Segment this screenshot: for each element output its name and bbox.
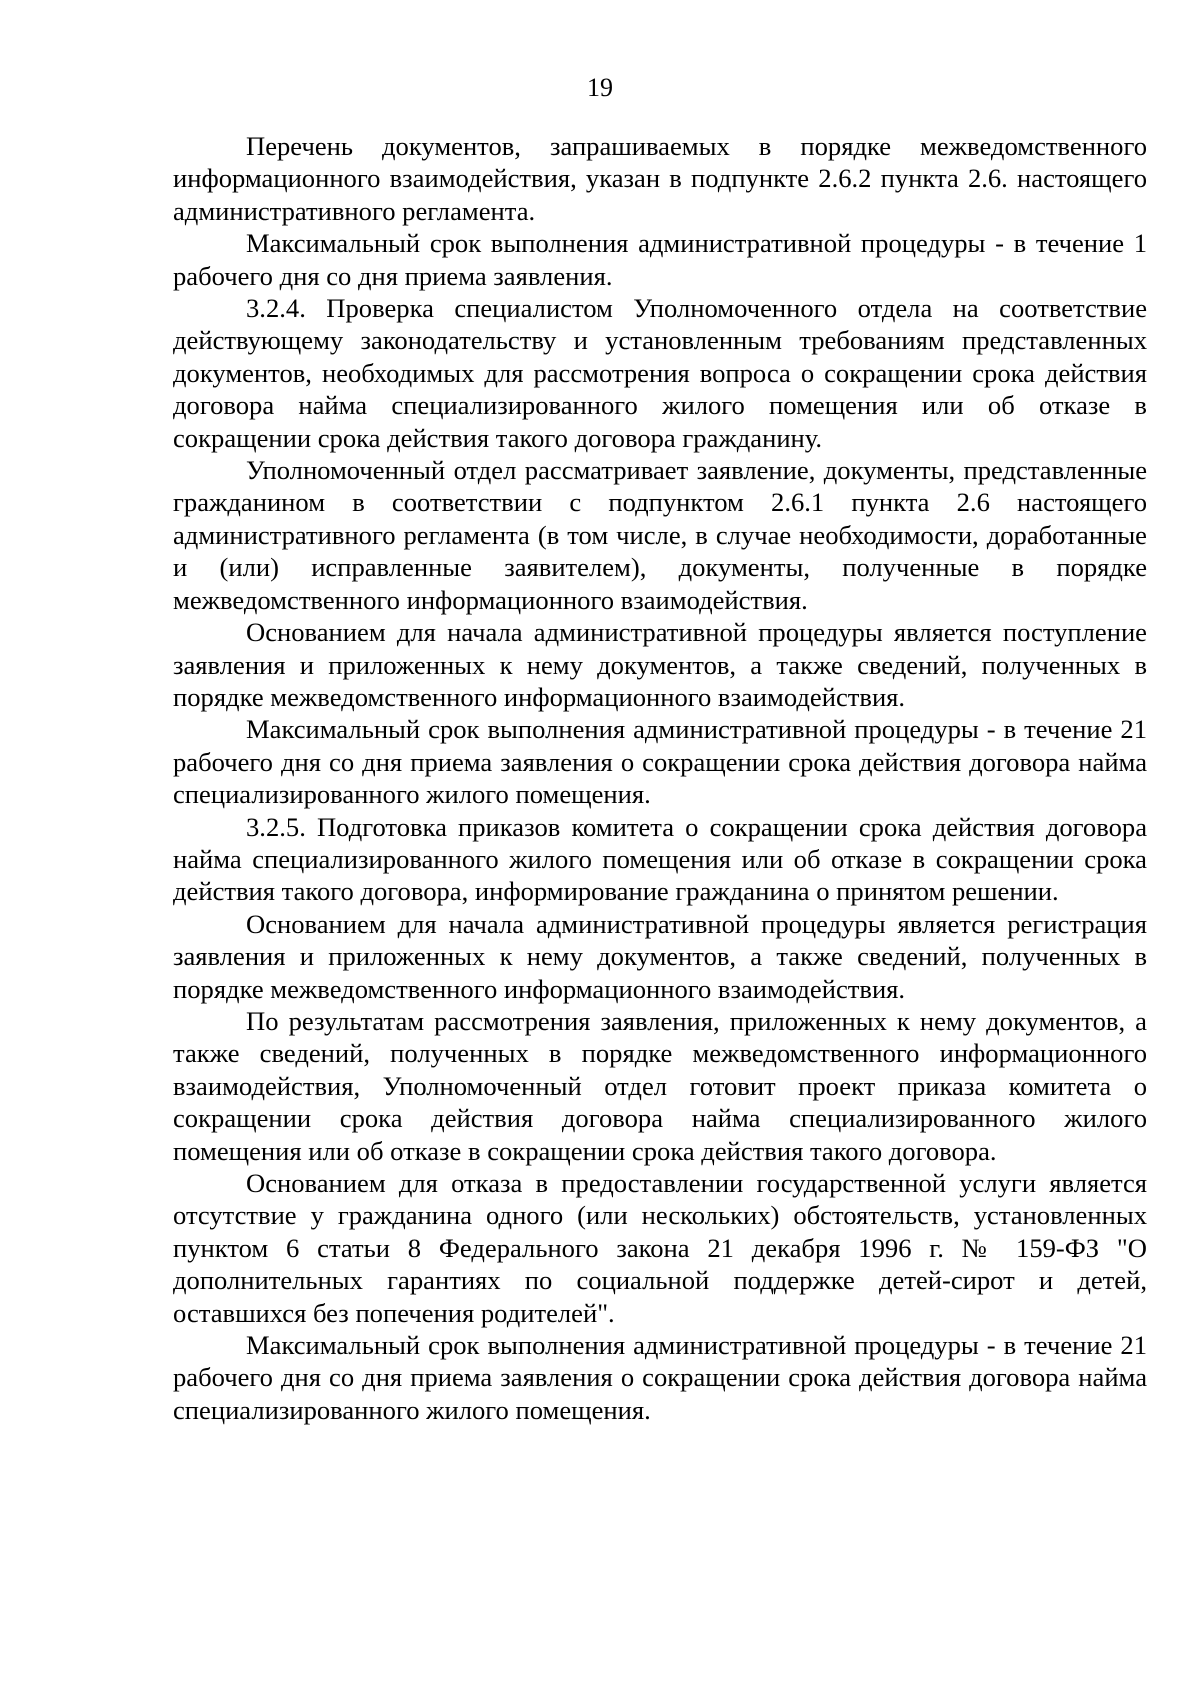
paragraph-refusal-basis: Основанием для отказа в предоставлении государственной услуги является отсутствие у гражданина одного (или нескольких) обстоятельств, установленных пунктом 6 статьи 8 Федерального закона 21 декабря 1996 г. № 159-ФЗ "О дополнительных гарантиях по социальной поддержке детей-сирот и детей, оставшихся без попечения родителей". xyxy=(173,1168,1147,1328)
page-number: 19 xyxy=(587,73,613,102)
paragraph-basis-receipt: Основанием для начала административной процедуры является поступление заявления и приложенных к нему документов, а также сведений, полученных в порядке межведомственного информационного взаимодействия. xyxy=(173,617,1147,712)
paragraph-max-term-21-days: Максимальный срок выполнения административной процедуры - в течение 21 рабочего дня со дня приема заявления о сокращении срока действия договора найма специализированного жилого помещения. xyxy=(173,714,1147,810)
paragraph-document-list: Перечень документов, запрашиваемых в порядке межведомственного информационного взаимодействия, указан в подпункте 2.6.2 пункта 2.6. настоящего административного регламента. xyxy=(173,131,1147,226)
paragraph-basis-registration: Основанием для начала административной процедуры является регистрация заявления и приложенных к нему документов, а также сведений, полученных в порядке межведомственного информационного взаимодействия. xyxy=(173,908,1147,1004)
paragraph-department-review: Уполномоченный отдел рассматривает заявление, документы, представленные гражданином в соответствии с подпунктом 2.6.1 пункта 2.6 настоящего административного регламента (в том числе, в случае необходимости, доработанные и (или) исправленные заявителем), документы, полученные в порядке межведомственного информационного взаимодействия. xyxy=(173,455,1147,615)
document-body xyxy=(173,130,1147,1426)
paragraph-max-term-1-day: Максимальный срок выполнения административной процедуры - в течение 1 рабочего дня со дня приема заявления. xyxy=(173,228,1147,291)
paragraph-max-term-21-days-final: Максимальный срок выполнения административной процедуры - в течение 21 рабочего дня со дня приема заявления о сокращении срока действия договора найма специализированного жилого помещения. xyxy=(173,1330,1147,1425)
paragraph-section-3-2-5: 3.2.5. Подготовка приказов комитета о сокращении срока действия договора найма специализированного жилого помещения или об отказе в сокращении срока действия такого договора, информирование гражданина о принятом решении. xyxy=(173,811,1147,907)
paragraph-order-preparation: По результатам рассмотрения заявления, приложенных к нему документов, а также сведений, полученных в порядке межведомственного информационного взаимодействия, Уполномоченный отдел готовит проект приказа комитета о сокращении срока действия договора найма специализированного жилого помещения или об отказе в сокращении срока действия такого договора. xyxy=(173,1005,1147,1166)
paragraph-section-3-2-4: 3.2.4. Проверка специалистом Уполномоченного отдела на соответствие действующему законодательству и установленным требованиям представленных документов, необходимых для рассмотрения вопроса о сокращении срока действия договора найма специализированного жилого помещения или об отказе в сокращении срока действия такого договора гражданину. xyxy=(173,293,1147,453)
